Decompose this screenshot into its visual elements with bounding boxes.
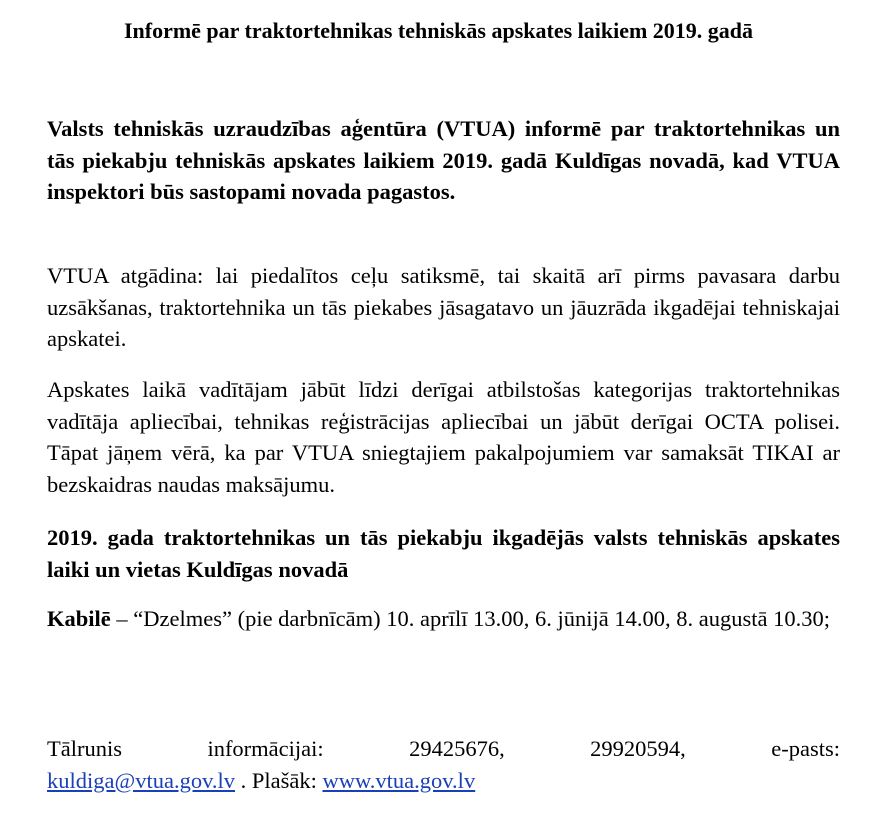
email-label: e-pasts: — [771, 736, 840, 761]
intro-paragraph: Valsts tehniskās uzraudzības aģentūra (VTUA) informē par traktortehnikas un tās piekabju tehniskās apskates laikiem 2019. gadā Kuldīgas novadā, kad VTUA inspektori būs sastopami novada pagastos. — [47, 116, 840, 204]
phone-number-1: 29425676, — [409, 736, 505, 761]
requirements-paragraph: Apskates laikā vadītājam jābūt līdzi derīgai atbilstošas kategorijas traktortehnikas vadītāja apliecībai, tehnikas reģistrācijas apliecībai un jābūt derīgai OCTA polisei. Tāpat jāņem vērā, ka par VTUA sniegtajiem pakalpojumiem var samaksāt TIKAI ar bezskaidras naudas maksājumu. — [47, 377, 840, 497]
website-link[interactable]: www.vtua.gov.lv — [322, 767, 476, 793]
location-details: – “Dzelmes” (pie darbnīcām) 10. aprīlī 13.00, 6. jūnijā 14.00, 8. augustā 10.30; — [110, 606, 830, 631]
schedule-heading: 2019. gada traktortehnikas un tās piekabju ikgadējās valsts tehniskās apskates laiki un vietas Kuldīgas novadā — [47, 525, 840, 582]
contact-line — [47, 733, 840, 765]
document-title: Informē par traktortehnikas tehniskās apskates laikiem 2019. gadā — [123, 18, 754, 43]
email-link[interactable]: kuldiga@vtua.gov.lv — [47, 767, 235, 793]
reminder-paragraph: VTUA atgādina: lai piedalītos ceļu satiksmē, tai skaitā arī pirms pavasara darbu uzsākšanas, traktortehnika un tās piekabes jāsagatavo un jāuzrāda ikgadējai tehniskajai apskatei. — [47, 263, 840, 351]
phone-label: Tālrunis — [47, 736, 122, 761]
phone-number-2: 29920594, — [590, 736, 686, 761]
contact-links-line — [47, 765, 840, 797]
location-name: Kabilē — [47, 606, 111, 631]
location-entry — [47, 603, 840, 635]
more-label: . Plašāk: — [235, 767, 323, 793]
contact-block — [47, 733, 840, 796]
info-label: informācijai: — [207, 736, 324, 761]
